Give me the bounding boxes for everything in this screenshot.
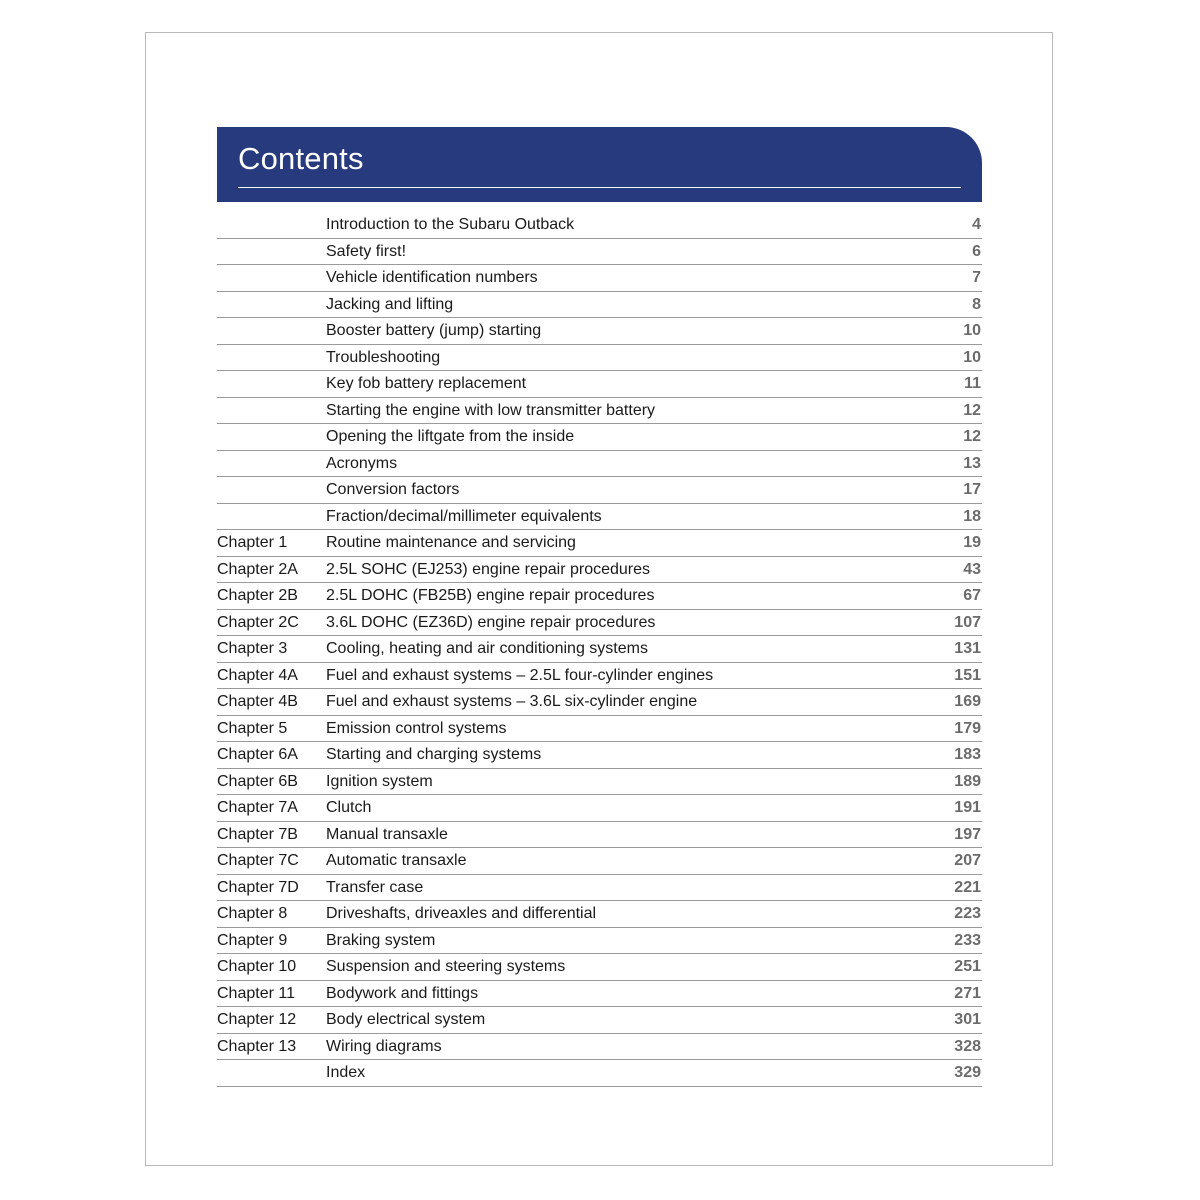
toc-row[interactable] [217,689,982,716]
toc-entry-title: Driveshafts, driveaxles and differential [326,905,597,922]
toc-chapter-label: Chapter 2B [217,587,298,604]
toc-page-number: 19 [963,534,981,551]
toc-page-number: 251 [954,958,981,975]
toc-entry-title: Safety first! [326,242,407,260]
toc-page-number: 17 [963,481,981,498]
toc-entry-title: 3.6L DOHC (EZ36D) engine repair procedures [326,613,656,631]
toc-entry-title: Starting the engine with low transmitter battery [326,401,656,419]
toc-row[interactable] [217,318,982,345]
toc-entry-title: 2.5L SOHC (EJ253) engine repair procedures [326,560,651,578]
toc-row[interactable] [217,345,982,372]
toc-entry-title: Ignition system [326,772,433,790]
toc-page-number: 189 [954,772,981,790]
toc-page-number: 223 [954,905,981,922]
toc-chapter-label: Chapter 5 [217,719,288,737]
toc-chapter-label: Chapter 4B [217,693,298,710]
toc-page-number: 183 [954,746,981,763]
toc-row[interactable] [217,212,982,239]
toc-row[interactable] [217,398,982,425]
toc-chapter-label: Chapter 4A [217,666,298,684]
toc-entry-title: Transfer case [326,878,424,896]
toc-page-number: 301 [954,1011,981,1028]
table-of-contents [217,212,982,1087]
toc-row[interactable] [217,1060,982,1087]
toc-row[interactable] [217,848,982,875]
toc-page-number: 67 [963,587,981,604]
toc-row[interactable] [217,265,982,292]
toc-chapter-label: Chapter 6B [217,772,298,790]
toc-row[interactable] [217,371,982,398]
toc-page-number: 10 [963,322,981,339]
toc-page-number: 6 [972,242,981,260]
toc-entry-title: Clutch [326,799,372,816]
toc-entry-title: Routine maintenance and servicing [326,534,576,551]
page-title: Contents [238,141,364,176]
toc-page-number: 197 [954,825,981,843]
toc-entry-title: Cooling, heating and air conditioning systems [326,640,648,657]
toc-entry-title: Opening the liftgate from the inside [326,428,575,445]
toc-row[interactable] [217,742,982,769]
toc-page-number: 12 [963,428,981,445]
toc-entry-title: Fuel and exhaust systems – 3.6L six-cylinder engine [326,693,698,710]
toc-page-number: 151 [954,666,981,684]
toc-page-number: 12 [963,401,981,419]
toc-row[interactable] [217,981,982,1008]
toc-entry-title: Introduction to the Subaru Outback [326,216,575,233]
toc-row[interactable] [217,928,982,955]
toc-chapter-label: Chapter 12 [217,1011,297,1028]
toc-entry-title: Jacking and lifting [326,295,454,313]
toc-entry-title: Braking system [326,931,436,949]
toc-page-number: 18 [963,507,981,525]
toc-row[interactable] [217,557,982,584]
toc-page-number: 179 [954,719,981,737]
toc-entry-title: Index [326,1064,366,1081]
toc-page-number: 4 [972,216,981,233]
toc-entry-title: Fraction/decimal/millimeter equivalents [326,507,602,525]
toc-row[interactable] [217,610,982,637]
toc-page-number: 233 [954,931,981,949]
toc-row[interactable] [217,504,982,531]
toc-page-number: 221 [954,878,981,896]
toc-chapter-label: Chapter 11 [217,984,295,1002]
toc-page-number: 43 [963,560,981,578]
toc-entry-title: Body electrical system [326,1011,486,1028]
toc-chapter-label: Chapter 7C [217,852,299,869]
toc-page-number: 11 [964,375,981,392]
toc-page-number: 191 [954,799,981,816]
toc-row[interactable] [217,292,982,319]
toc-row[interactable] [217,954,982,981]
toc-entry-title: Emission control systems [326,719,507,737]
toc-row[interactable] [217,1034,982,1061]
toc-page-number: 328 [954,1037,981,1055]
toc-page-number: 7 [972,269,981,286]
toc-chapter-label: Chapter 2A [217,560,298,578]
toc-row[interactable] [217,795,982,822]
toc-entry-title: Automatic transaxle [326,852,467,869]
toc-row[interactable] [217,424,982,451]
toc-chapter-label: Chapter 7D [217,878,299,896]
toc-page-number: 207 [954,852,981,869]
toc-entry-title: Bodywork and fittings [326,984,479,1002]
toc-row[interactable] [217,716,982,743]
toc-page-number: 131 [954,640,981,657]
toc-page-number: 13 [963,454,981,472]
toc-chapter-label: Chapter 13 [217,1037,297,1055]
toc-entry-title: 2.5L DOHC (FB25B) engine repair procedures [326,587,655,604]
toc-page-number: 10 [963,348,981,366]
toc-chapter-label: Chapter 2C [217,613,299,631]
toc-entry-title: Suspension and steering systems [326,958,566,975]
toc-row[interactable] [217,636,982,663]
toc-entry-title: Fuel and exhaust systems – 2.5L four-cylinder engines [326,666,714,684]
toc-row[interactable] [217,769,982,796]
toc-row[interactable] [217,477,982,504]
toc-page-number: 329 [954,1064,981,1081]
toc-row[interactable] [217,530,982,557]
toc-entry-title: Vehicle identification numbers [326,269,538,286]
toc-row[interactable] [217,663,982,690]
toc-chapter-label: Chapter 6A [217,746,298,763]
toc-page-number: 271 [954,984,981,1002]
toc-chapter-label: Chapter 8 [217,905,288,922]
toc-chapter-label: Chapter 9 [217,931,288,949]
toc-entry-title: Booster battery (jump) starting [326,322,542,339]
toc-row[interactable] [217,901,982,928]
toc-page-number: 107 [954,613,981,631]
toc-row[interactable] [217,451,982,478]
toc-row[interactable] [217,822,982,849]
contents-header-banner [217,127,982,202]
toc-entry-title: Wiring diagrams [326,1037,442,1055]
toc-row[interactable] [217,239,982,266]
header-divider [238,187,961,188]
toc-row[interactable] [217,583,982,610]
toc-chapter-label: Chapter 10 [217,958,297,975]
toc-page-number: 169 [954,693,981,710]
toc-entry-title: Acronyms [326,454,398,472]
toc-entry-title: Conversion factors [326,481,460,498]
toc-row[interactable] [217,875,982,902]
toc-entry-title: Manual transaxle [326,825,448,843]
toc-page-number: 8 [972,295,981,313]
toc-entry-title: Key fob battery replacement [326,375,527,392]
toc-chapter-label: Chapter 3 [217,640,288,657]
toc-entry-title: Starting and charging systems [326,746,542,763]
toc-chapter-label: Chapter 1 [217,534,288,551]
toc-entry-title: Troubleshooting [326,348,441,366]
toc-row[interactable] [217,1007,982,1034]
toc-chapter-label: Chapter 7A [217,799,298,816]
toc-chapter-label: Chapter 7B [217,825,298,843]
